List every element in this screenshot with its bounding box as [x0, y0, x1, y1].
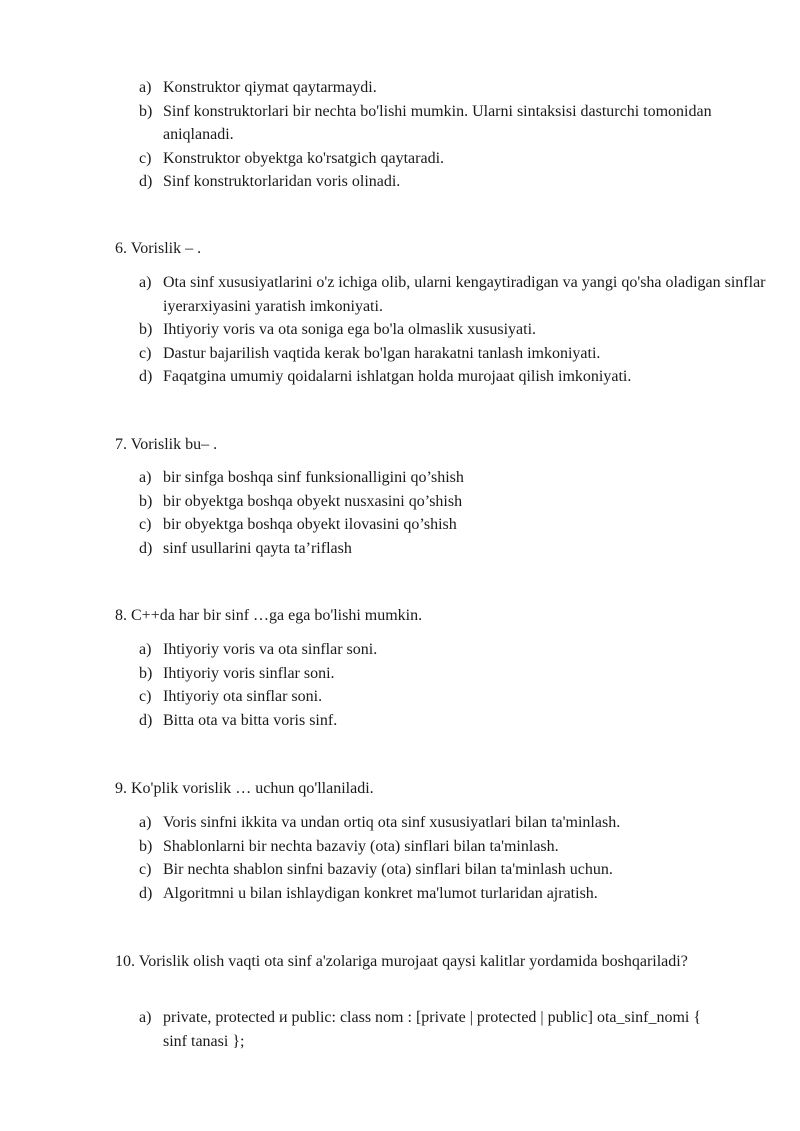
option-letter: c): [139, 149, 152, 167]
option-letter: d): [139, 711, 153, 729]
option-5b: [115, 100, 773, 147]
option-letter: c): [139, 861, 152, 878]
option-text: Faqatgina umumiy qoidalarni ishlatgan holda murojaat qilish imkoniyati.: [163, 368, 632, 385]
option-text: Sinf konstruktorlaridan voris olinadi.: [163, 173, 401, 190]
option-letter: d): [139, 884, 153, 902]
option-9b: [115, 835, 773, 859]
option-9c: [115, 858, 773, 882]
option-letter: b): [139, 492, 153, 510]
option-text: Bir nechta shablon sinfni bazaviy (ota) sinflari bilan ta'minlash uchun.: [163, 861, 613, 878]
q10-options: [139, 1006, 749, 1053]
option-letter: b): [139, 102, 153, 120]
option-text: Voris sinfni ikkita va undan ortiq ota sinf xususiyatlari bilan ta'minlash.: [163, 814, 621, 831]
option-letter: b): [139, 837, 153, 855]
option-letter: d): [139, 173, 153, 190]
option-text: bir obyektga boshqa obyekt ilovasini qo’shish: [163, 516, 457, 533]
option-7a: [115, 466, 773, 490]
q5-options: [139, 76, 749, 194]
option-text: Konstruktor qiymat qaytarmaydi.: [163, 79, 377, 96]
option-7d: [115, 537, 773, 561]
option-text: sinf usullarini qayta ta’riflash: [163, 539, 352, 557]
option-5d: [115, 170, 773, 194]
option-letter: c): [139, 344, 152, 362]
option-7b: [115, 490, 773, 514]
option-text: bir sinfga boshqa sinf funksionalligini qo’shish: [163, 469, 464, 486]
option-text: Ihtiyoriy ota sinflar soni.: [163, 688, 323, 705]
option-letter: b): [139, 664, 153, 682]
option-text: Ihtiyoriy voris sinflar soni.: [163, 664, 335, 682]
option-letter: b): [139, 321, 153, 338]
option-letter: a): [139, 1009, 152, 1026]
option-8b: [115, 662, 773, 686]
option-6a: [115, 271, 773, 318]
option-text: Algoritmni u bilan ishlaydigan konkret ma'lumot turlaridan ajratish.: [163, 884, 598, 902]
option-text: Dastur bajarilish vaqtida kerak bo'lgan harakatni tanlash imkoniyati.: [163, 344, 601, 362]
option-text: Shablonlarni bir nechta bazaviy (ota) sinflari bilan ta'minlash.: [163, 837, 559, 855]
option-6c: [115, 342, 773, 366]
option-8a: [115, 638, 773, 662]
q8-options: [139, 638, 749, 732]
option-letter: a): [139, 274, 152, 291]
question-7-text: 7. Vorislik bu– .: [115, 436, 218, 453]
question-6-text: 6. Vorislik – .: [115, 240, 202, 257]
option-9d: [115, 882, 773, 906]
option-letter: d): [139, 368, 153, 385]
question-9-text: 9. Ko'plik vorislik … uchun qo'llaniladi.: [115, 780, 374, 797]
option-8c: [115, 685, 773, 709]
option-text: Bitta ota va bitta voris sinf.: [163, 711, 338, 729]
question-10-text: 10. Vorislik olish vaqti ota sinf a'zolariga murojaat qaysi kalitlar yordamida boshqariladi?: [115, 953, 688, 970]
option-letter: c): [139, 516, 152, 533]
option-10a: [115, 1006, 723, 1053]
option-letter: a): [139, 469, 152, 486]
q9-options: [139, 811, 749, 905]
option-letter: c): [139, 688, 152, 705]
option-9a: [115, 811, 773, 835]
option-text: bir obyektga boshqa obyekt nusxasini qo’shish: [163, 492, 463, 510]
option-6d: [115, 365, 773, 389]
option-text: Sinf konstruktorlari bir nechta bo'lishi mumkin. Ularni sintaksisi dasturchi tomonidan aniqlanadi.: [163, 102, 712, 143]
q7-options: [139, 466, 749, 560]
question-8-text: 8. C++da har bir sinf …ga ega bo'lishi mumkin.: [115, 607, 423, 624]
option-letter: a): [139, 814, 152, 831]
option-letter: d): [139, 539, 153, 557]
option-6b: [115, 318, 773, 342]
option-text: Konstruktor obyektga ko'rsatgich qaytaradi.: [163, 149, 445, 167]
option-5a: [115, 76, 773, 100]
q6-options: [139, 271, 766, 389]
option-8d: [115, 709, 773, 733]
option-text: Ihtiyoriy voris va ota soniga ega bo'la olmaslik xususiyati.: [163, 321, 537, 338]
option-7c: [115, 513, 773, 537]
option-5c: [115, 147, 773, 171]
option-text: Ihtiyoriy voris va ota sinflar soni.: [163, 641, 378, 658]
option-text: Ota sinf xususiyatlarini o'z ichiga olib, ularni kengaytiradigan va yangi qo'sha oladigan sinflar iyerarxiyasini yaratish imkoniyati.: [163, 274, 766, 315]
option-letter: a): [139, 641, 152, 658]
option-text: private, protected и public: class nom : [private | protected | public] ota_sinf_nomi { sinf tanasi };: [163, 1009, 702, 1050]
option-letter: a): [139, 79, 152, 96]
